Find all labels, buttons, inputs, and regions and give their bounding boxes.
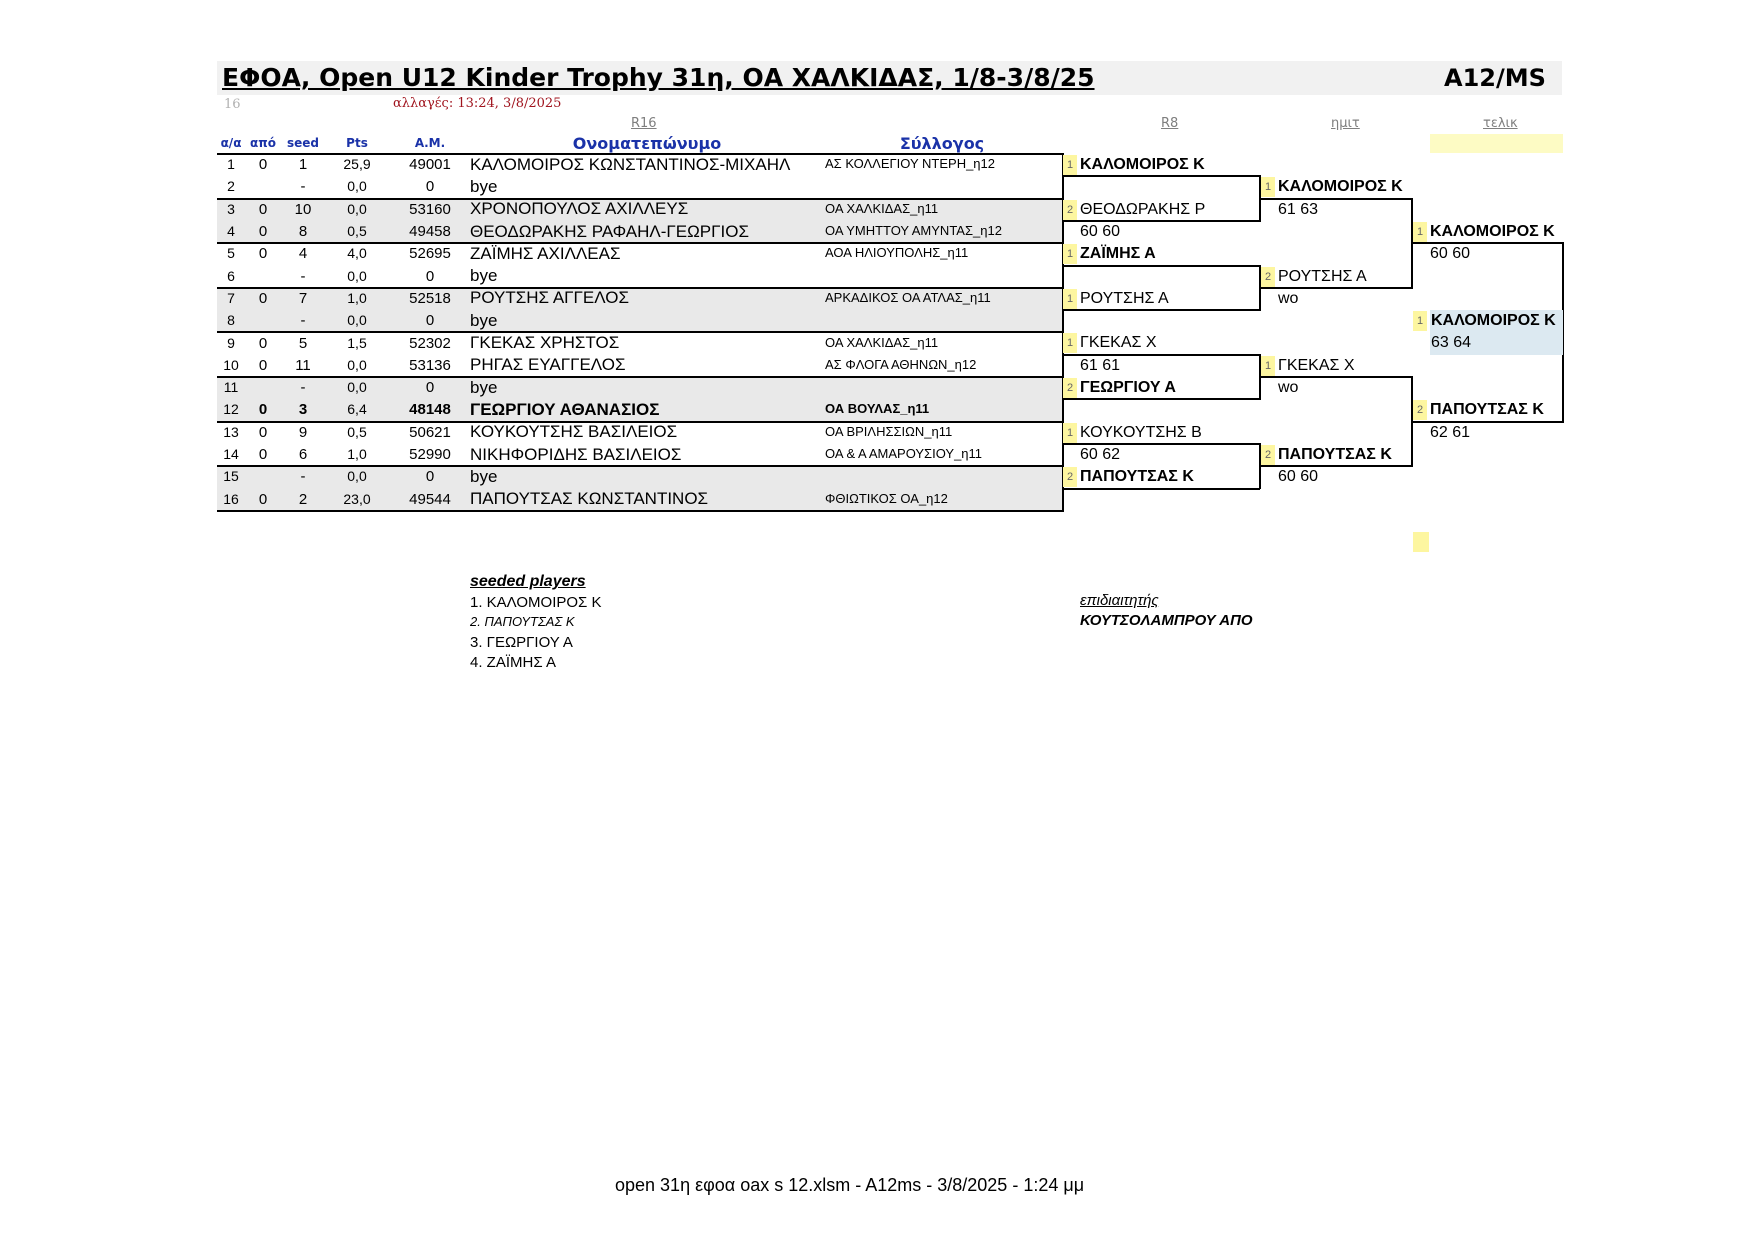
seeded-item-4: 4. ΖΑΪΜΗΣ Α [470,654,556,671]
seed-tag: 1 [1063,289,1077,309]
bracket-line [1062,443,1260,445]
cell-am: 0 [425,312,435,330]
cell-am: 49458 [409,223,451,241]
match-score: wo [1278,379,1299,396]
cell-club: ΟΑ ΥΜΗΤΤΟΥ ΑΜΥΝΤΑΣ_η12 [825,223,1002,239]
cell-num: 11 [223,379,239,396]
file-footer: open 31η εφοα oax s 12.xlsm - A12ms - 3/8/2025 - 1:24 μμ [615,1175,1085,1195]
cell-seed: - [300,267,306,285]
seed-tag: 2 [1063,378,1077,398]
cell-apo: 0 [258,446,268,464]
cell-seed: 1 [298,156,308,174]
match-score: 60 60 [1430,245,1471,263]
cell-pts: 0,5 [347,423,367,440]
col-header-name: Ονοματεπώνυμο [572,134,722,153]
bracket-line [1062,398,1260,400]
cell-num: 12 [223,401,239,418]
bracket-line [1260,376,1412,378]
cell-name: ΚΑΛΟΜΟΙΡΟΣ ΚΩΝΣΤΑΝΤΙΝΟΣ-ΜΙΧΑΗΛ [470,154,791,174]
referee-title: επιδιαιτητής [1080,592,1159,609]
cell-name: bye [470,377,498,397]
cell-num: 14 [223,446,239,463]
referee-name: ΚΟΥΤΣΟΛΑΜΠΡΟΥ ΑΠΟ [1080,612,1253,629]
cell-seed: 5 [298,334,308,352]
cell-club: ΑΣ ΦΛΟΓΑ ΑΘΗΝΩΝ_η12 [825,356,977,372]
cell-apo: 0 [258,423,268,441]
seed-tag: 1 [1413,222,1427,242]
event-code: A12/MS [1444,64,1546,92]
round-label-final: τελικ [1483,116,1518,131]
cell-seed: - [300,468,306,486]
round-label-r8: R8 [1161,116,1179,131]
winner-name: ΠΑΠΟΥΤΣΑΣ Κ [1080,468,1194,486]
winner-name: ΘΕΟΔΩΡΑΚΗΣ Ρ [1080,200,1206,218]
cell-apo: 0 [258,223,268,241]
winner-name: ΓΚΕΚΑΣ Χ [1080,334,1157,352]
winner-name: ΚΑΛΟΜΟΙΡΟΣ Κ [1080,156,1205,173]
cell-num: 2 [227,178,235,195]
cell-num: 6 [227,267,235,284]
cell-name: ΝΙΚΗΦΟΡΙΔΗΣ ΒΑΣΙΛΕΙΟΣ [470,444,682,464]
cell-am: 53136 [409,356,451,374]
cell-am: 0 [425,178,435,196]
seeded-item-1: 1. ΚΑΛΟΜΟΙΡΟΣ Κ [470,594,602,611]
final-header-highlight [1430,134,1563,153]
cell-apo: 0 [258,334,268,352]
cell-num: 9 [227,334,235,351]
bracket-line [1412,242,1563,244]
cell-pts: 1,5 [347,334,367,351]
cell-name: ΖΑΪΜΗΣ ΑΧΙΛΛΕΑΣ [470,243,621,263]
col-header-num: α/α [220,136,242,150]
seeded-item-3: 3. ΓΕΩΡΓΙΟΥ Α [470,634,573,651]
cell-num: 15 [223,468,239,485]
cell-apo: 0 [258,490,268,508]
seed-tag: 1 [1261,356,1275,376]
cell-num: 8 [227,312,235,329]
cell-name: bye [470,266,498,286]
cell-pts: 0,0 [347,267,367,284]
cell-num: 5 [227,245,235,262]
cell-am: 52990 [409,446,451,464]
cell-club: ΑΡΚΑΔΙΚΟΣ ΟΑ ΑΤΛΑΣ_η11 [825,289,991,305]
seed-tag: 1 [1413,311,1427,331]
cell-apo: 0 [258,401,268,419]
match-score: 60 60 [1278,468,1319,486]
match-score: 62 61 [1430,423,1471,441]
bracket-line [1062,220,1260,222]
winner-name: ΡΟΥΤΣΗΣ Α [1278,267,1367,285]
cell-pts: 0,0 [347,178,367,195]
cell-apo: 0 [258,289,268,307]
cell-num: 16 [223,490,239,507]
bracket-line [1260,287,1412,289]
cell-am: 52518 [409,289,451,307]
champion-name: ΚΑΛΟΜΟΙΡΟΣ Κ [1431,312,1556,330]
match-score: wo [1278,289,1299,307]
cell-am: 53160 [409,200,451,218]
cell-club: ΑΟΑ ΗΛΙΟΥΠΟΛΗΣ_η11 [825,245,969,261]
cell-seed: - [300,178,306,196]
cell-seed: 3 [298,401,308,419]
cell-am: 48148 [409,401,451,419]
cell-seed: 9 [298,423,308,441]
cell-name: ΡΗΓΑΣ ΕΥΑΓΓΕΛΟΣ [470,355,626,375]
seed-tag: 2 [1261,267,1275,287]
seed-tag: 1 [1063,244,1077,264]
cell-name: ΠΑΠΟΥΤΣΑΣ ΚΩΝΣΤΑΝΤΙΝΟΣ [470,489,709,509]
winner-name: ΚΑΛΟΜΟΙΡΟΣ Κ [1278,178,1403,196]
empty-marker [1413,532,1429,552]
cell-club: ΑΣ ΚΟΛΛΕΓΙΟΥ ΝΤΕΡΗ_η12 [825,156,995,172]
cell-num: 1 [227,156,235,173]
cell-apo: 0 [258,156,268,174]
cell-num: 7 [227,289,235,306]
seed-tag: 2 [1261,445,1275,465]
cell-apo: 0 [258,200,268,218]
cell-am: 0 [425,379,435,397]
cell-num: 13 [223,423,239,440]
col-header-pts: Pts [346,136,368,150]
cell-pts: 0,0 [347,356,367,373]
bracket-line [1062,488,1260,490]
cell-name: bye [470,176,498,196]
seed-tag: 2 [1063,467,1077,487]
cell-name: ΚΟΥΚΟΥΤΣΗΣ ΒΑΣΙΛΕΙΟΣ [470,422,678,442]
cell-pts: 0,0 [347,379,367,396]
col-header-apo: από [250,136,276,150]
cell-am: 52695 [409,245,451,263]
cell-seed: 2 [298,490,308,508]
cell-pts: 23,0 [343,490,371,507]
final-score: 63 64 [1431,334,1472,352]
bracket-line [1260,465,1412,467]
winner-name: ΓΕΩΡΓΙΟΥ Α [1080,379,1176,396]
col-header-club: Σύλλογος [899,134,985,153]
cell-pts: 1,0 [347,446,367,463]
cell-am: 50621 [409,423,451,441]
cell-name: ΓΚΕΚΑΣ ΧΡΗΣΤΟΣ [470,333,620,353]
winner-name: ΚΟΥΚΟΥΤΣΗΣ Β [1080,423,1202,441]
cell-club: ΟΑ & Α ΑΜΑΡΟΥΣΙΟΥ_η11 [825,446,983,462]
cell-name: bye [470,310,498,330]
bracket-line [1062,265,1260,267]
winner-name: ΡΟΥΤΣΗΣ Α [1080,289,1169,307]
cell-seed: 10 [294,200,312,218]
cell-seed: 6 [298,446,308,464]
cell-am: 52302 [409,334,451,352]
bracket-line [1062,309,1260,311]
cell-am: 49001 [409,156,451,174]
cell-num: 3 [227,200,235,217]
cell-seed: - [300,379,306,397]
bracket-line [1412,421,1563,423]
cell-am: 0 [425,468,435,486]
cell-club: ΟΑ ΧΑΛΚΙΔΑΣ_η11 [825,200,939,216]
col-header-am: Α.Μ. [414,136,446,150]
cell-am: 49544 [409,490,451,508]
cell-am: 0 [425,267,435,285]
cell-pts: 25,9 [343,156,371,173]
col-header-seed: seed [286,136,319,150]
round-label-r16: R16 [631,116,657,131]
match-score: 60 60 [1080,222,1121,240]
bracket-line [1062,354,1260,356]
cell-club: ΟΑ ΒΡΙΛΗΣΣΙΩΝ_η11 [825,423,953,439]
match-score: 61 61 [1080,356,1121,374]
cell-pts: 4,0 [347,245,367,262]
seed-tag: 1 [1261,177,1275,197]
cell-pts: 1,0 [347,289,367,306]
cell-pts: 0,0 [347,200,367,217]
cell-pts: 0,5 [347,223,367,240]
cell-pts: 6,4 [347,401,367,418]
bracket-line [1062,175,1260,177]
cell-name: ΧΡΟΝΟΠΟΥΛΟΣ ΑΧΙΛΛΕΥΣ [470,199,689,219]
cell-seed: - [300,312,306,330]
cell-seed: 11 [295,356,311,374]
cell-seed: 7 [298,289,308,307]
match-score: 61 63 [1278,200,1319,218]
winner-name: ΠΑΠΟΥΤΣΑΣ Κ [1278,445,1392,463]
cell-num: 4 [227,223,235,240]
pair-separator [217,510,1063,512]
seeded-item-2: 2. ΠΑΠΟΥΤΣΑΣ Κ [470,614,575,629]
draw-size: 16 [224,97,241,112]
cell-pts: 0,0 [347,312,367,329]
cell-num: 10 [223,356,239,373]
seed-tag: 1 [1063,423,1077,443]
page-title: ΕΦΟΑ, Open U12 Kinder Trophy 31η, ΟΑ ΧΑΛΚΙΔΑΣ, 1/8-3/8/25 [222,63,1095,92]
cell-name: ΓΕΩΡΓΙΟΥ ΑΘΑΝΑΣΙΟΣ [470,399,660,419]
cell-seed: 4 [298,245,308,263]
seed-tag: 1 [1063,155,1077,175]
cell-pts: 0,0 [347,468,367,485]
seed-tag: 1 [1063,333,1077,353]
match-score: 60 62 [1080,445,1121,463]
seeded-players-title: seeded players [470,573,586,590]
winner-name: ΓΚΕΚΑΣ Χ [1278,356,1355,374]
cell-apo: 0 [258,245,268,263]
cell-name: ΡΟΥΤΣΗΣ ΑΓΓΕΛΟΣ [470,288,629,308]
changes-timestamp: αλλαγές: 13:24, 3/8/2025 [393,96,562,111]
winner-name: ΚΑΛΟΜΟΙΡΟΣ Κ [1430,222,1555,240]
winner-name: ΠΑΠΟΥΤΣΑΣ Κ [1430,401,1544,419]
cell-name: ΘΕΟΔΩΡΑΚΗΣ ΡΑΦΑΗΛ-ΓΕΩΡΓΙΟΣ [470,221,749,241]
round-label-semi: ημιτ [1331,116,1360,131]
cell-name: bye [470,466,498,486]
cell-club: ΟΑ ΒΟΥΛΑΣ_η11 [825,401,930,417]
cell-club: ΟΑ ΧΑΛΚΙΔΑΣ_η11 [825,334,939,350]
cell-club: ΦΘΙΩΤΙΚΟΣ ΟΑ_η12 [825,490,948,506]
bracket-line [1260,198,1412,200]
winner-name: ΖΑΪΜΗΣ Α [1080,245,1156,263]
cell-apo: 0 [258,356,268,374]
seed-tag: 2 [1413,400,1427,420]
seed-tag: 2 [1063,200,1077,220]
cell-seed: 8 [298,223,308,241]
